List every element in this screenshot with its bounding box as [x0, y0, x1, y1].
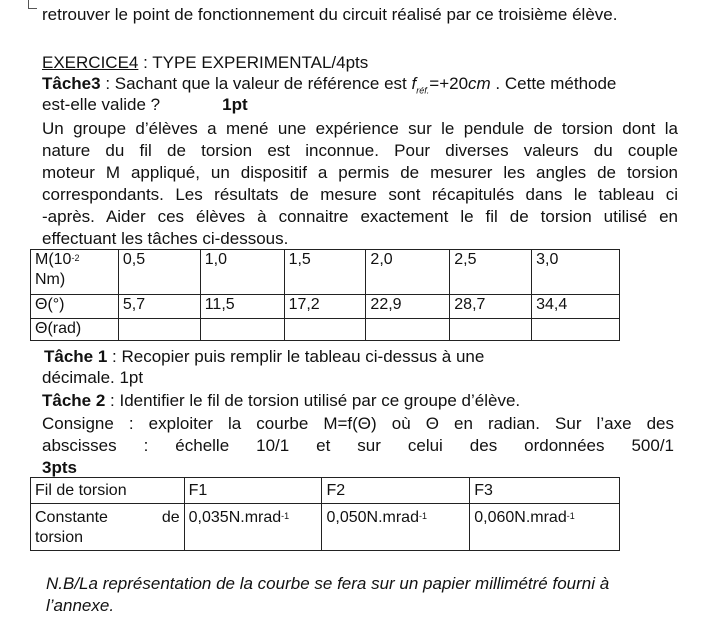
table-cell: 3,0 [532, 250, 620, 295]
table-cell-empty [118, 319, 200, 341]
row-label-constante: Constante de torsion [31, 504, 185, 551]
table-cell: 2,5 [450, 250, 532, 295]
table-cell: 1,5 [284, 250, 366, 295]
row-label-theta-rad: Θ(rad) [31, 319, 119, 341]
exercise-heading-title: EXERCICE4 [42, 53, 139, 72]
table-cell-empty [284, 319, 366, 341]
table-cell-empty [532, 319, 620, 341]
tache1-line1: Tâche 1 : Recopier puis remplir le tableau ci-dessus à une [44, 347, 485, 366]
table-cell-empty [366, 319, 450, 341]
consigne-line: abscisses : échelle 10/1 et sur celui des ordonnées 500/1 [42, 436, 674, 455]
measurements-table [30, 249, 620, 341]
tache3-line2: est-elle valide ? 1pt [42, 95, 248, 114]
table-row-m [31, 250, 620, 295]
table-row-fil [31, 478, 620, 504]
note-line: N.B/La représentation de la courbe se fera sur un papier millimétré fourni à [46, 574, 610, 593]
consigne-line: Consigne : exploiter la courbe M=f(Θ) où Θ en radian. Sur l’axe des [42, 414, 674, 433]
torsion-table [30, 477, 620, 551]
table-cell: F3 [470, 478, 620, 504]
table-cell: 2,0 [366, 250, 450, 295]
paragraph-line: correspondants. Les résultats de mesure sont récapitulés dans le tableau ci [42, 185, 678, 204]
tache3-line1: Tâche3 : Sachant que la valeur de référence est $f_{réf.}=+20cm$ . Cette méthode [42, 74, 617, 96]
table-row-constante [31, 504, 620, 551]
table-cell: 17,2 [284, 295, 366, 319]
paragraph-line: -après. Aider ces élèves à connaitre exactement le fil de torsion utilisé en [42, 207, 678, 226]
table-cell: 34,4 [532, 295, 620, 319]
table-cell: 5,7 [118, 295, 200, 319]
note-line: l’annexe. [46, 596, 115, 615]
table-cell: 11,5 [200, 295, 284, 319]
f-ref-symbol: $f_{réf.}$ [411, 74, 430, 96]
table-cell: 0,060N.mrad$^{-1}$ [470, 504, 620, 551]
tache3-points: 1pt [222, 95, 248, 114]
tache3-label: Tâche3 [42, 74, 101, 93]
consigne-points: 3pts [42, 458, 77, 477]
table-cell: 0,5 [118, 250, 200, 295]
paragraph-line: nature du fil de torsion est inconnue. Pour diverses valeurs du couple [42, 141, 678, 160]
tache2-label: Tâche 2 [42, 391, 106, 410]
intro-line: retrouver le point de fonctionnement du circuit réalisé par ce troisième élève. [42, 5, 618, 24]
table-cell-empty [200, 319, 284, 341]
table-row-theta-rad [31, 319, 620, 341]
tache2-line: Tâche 2 : Identifier le fil de torsion utilisé par ce groupe d’élève. [42, 391, 521, 410]
row-label-fil: Fil de torsion [31, 478, 185, 504]
exercise-heading-rest: : TYPE EXPERIMENTAL/4pts [138, 53, 369, 72]
table-cell-empty [450, 319, 532, 341]
exercise-heading [42, 52, 678, 73]
table-cell: 0,050N.mrad$^{-1}$ [322, 504, 470, 551]
table-row-theta-deg [31, 295, 620, 319]
table-cell: 22,9 [366, 295, 450, 319]
tache1-line2: décimale. 1pt [42, 368, 144, 387]
table-cell: F2 [322, 478, 470, 504]
table-cell: 28,7 [450, 295, 532, 319]
paragraph-line: effectuant les tâches ci-dessous. [42, 229, 289, 248]
table-cell: 0,035N.mrad$^{-1}$ [184, 504, 322, 551]
paragraph-line: Un groupe d’élèves a mené une expérience sur le pendule de torsion dont la [42, 119, 678, 138]
tache1-label: Tâche 1 [44, 347, 108, 366]
corner-mark [28, 0, 37, 9]
table-cell: F1 [184, 478, 322, 504]
paragraph-line: moteur M appliqué, un dispositif a permis de mesurer les angles de torsion [42, 163, 678, 182]
row-label-theta-deg: Θ(°) [31, 295, 119, 319]
row-label-m: $M(10^{-2}$ Nm) [31, 250, 119, 295]
table-cell: 1,0 [200, 250, 284, 295]
